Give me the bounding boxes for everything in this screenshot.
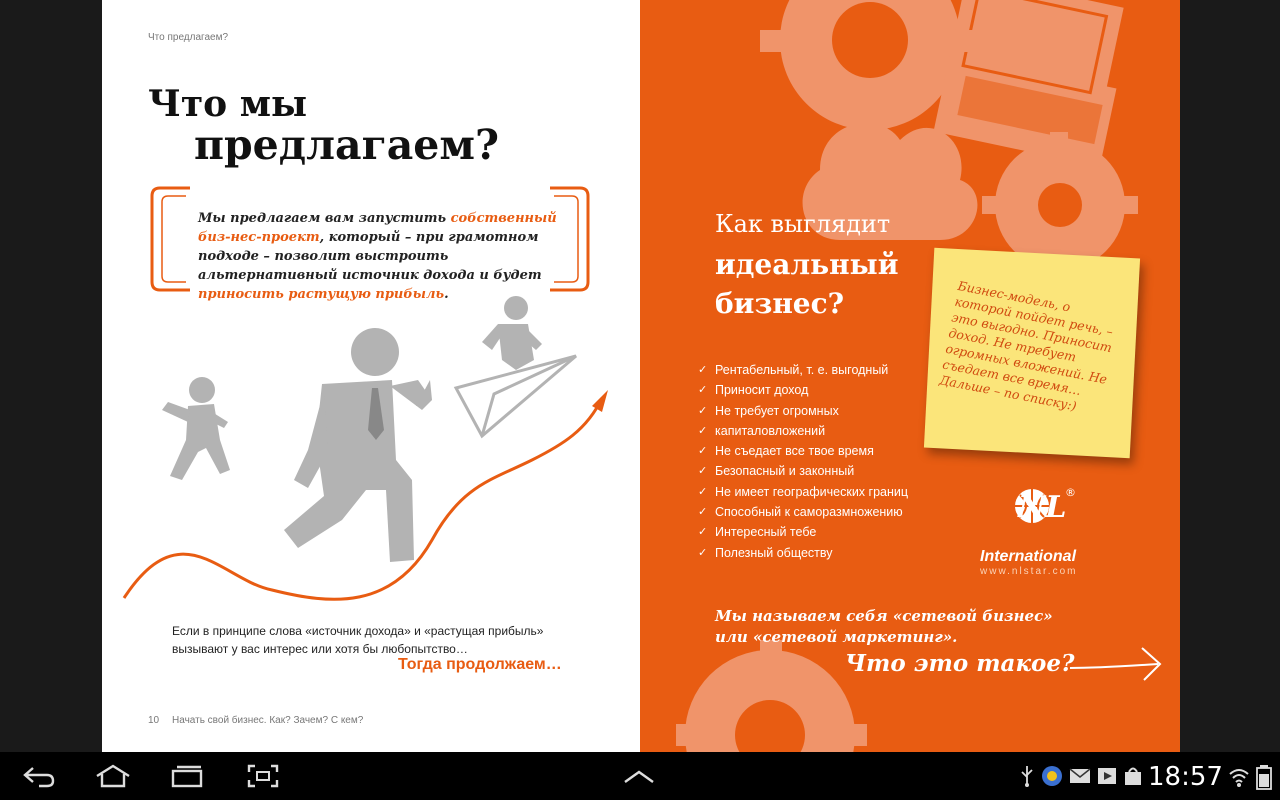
running-header: Что предлагаем? — [148, 32, 229, 43]
right-title-line2: идеальный — [715, 248, 899, 281]
menu-up-button[interactable] — [614, 760, 664, 792]
sticky-note-text: Бизнес-модель, о которой пойдет речь, – это выгодно. Приносит доход. Не требует огромных вложений. Не съедает все время… Дальше – по списку:) — [938, 277, 1115, 414]
intro-text: Мы предлагаем вам запустить собственный биз-нес-проект, который – при грамотном подходе – позволит выстроить альтернативный источник дохода и будет приносить растущую прибыль. — [198, 211, 557, 302]
feature-item: ✓ Приносит доход — [698, 380, 908, 400]
feature-item: ✓ Безопасный и законный — [698, 461, 908, 481]
features-list — [698, 360, 908, 563]
app-status-icon — [1040, 764, 1064, 788]
play-icon — [1096, 764, 1118, 788]
feature-item: ✓ Рентабельный, т. е. выгодный — [698, 360, 908, 380]
chevron-up-icon — [622, 766, 656, 786]
back-button[interactable] — [14, 760, 64, 792]
feature-item: ✓ Не требует огромных — [698, 401, 908, 421]
bottom-paragraph: Если в принципе слова «источник дохода» и «растущая прибыль» вызывают у вас интерес или хотя бы любопытство… — [172, 624, 544, 656]
wifi-icon — [1228, 766, 1250, 788]
page-number: 10 — [148, 715, 160, 726]
home-button[interactable] — [88, 760, 138, 792]
running-figures-illustration — [102, 280, 640, 610]
nl-international-logo — [980, 486, 1120, 582]
page-title-line2: предлагаем? — [194, 121, 499, 169]
status-icons[interactable] — [1018, 764, 1144, 788]
what-is-it-question: Что это такое? — [845, 650, 1075, 677]
logo-url: www.nlstar.com — [980, 566, 1078, 577]
continue-text: Тогда продолжаем… — [398, 656, 562, 673]
screenshot-icon — [245, 762, 281, 790]
system-navigation-bar — [0, 752, 1280, 800]
recent-apps-icon — [168, 763, 206, 789]
battery-icon — [1256, 764, 1272, 790]
left-page — [102, 0, 640, 752]
status-clock[interactable]: 18:57 — [1148, 762, 1223, 792]
screenshot-button[interactable] — [238, 760, 288, 792]
page-title-line1: Что мы — [148, 83, 308, 125]
recent-apps-button[interactable] — [162, 760, 212, 792]
feature-item: ✓ Не имеет географических границ — [698, 482, 908, 502]
home-icon — [93, 763, 133, 789]
right-title-line1: Как выглядит — [715, 210, 891, 238]
mail-icon — [1068, 764, 1092, 788]
feature-item: ✓ Полезный обществу — [698, 543, 908, 563]
feature-item-continuation: ✓ капиталовложений — [698, 421, 908, 441]
logo-name: International — [980, 548, 1077, 565]
shopping-bag-icon — [1122, 764, 1144, 788]
registered-mark: ® — [1065, 486, 1076, 499]
feature-item: ✓ Интересный тебе — [698, 522, 908, 542]
footer-title: Начать свой бизнес. Как? Зачем? С кем? — [172, 715, 364, 726]
arrow-right-icon — [1068, 644, 1168, 684]
right-title-line3: бизнес? — [715, 287, 845, 320]
logo-mark: NL — [1018, 490, 1067, 525]
right-page — [640, 0, 1180, 752]
feature-item: ✓ Не съедает все твое время — [698, 441, 908, 461]
feature-item: ✓ Способный к саморазмножению — [698, 502, 908, 522]
usb-icon — [1018, 764, 1036, 788]
network-business-text: Мы называем себя «сетевой бизнес» или «сетевой маркетинг». — [715, 607, 1053, 646]
sticky-note — [924, 248, 1140, 459]
back-icon — [21, 764, 57, 788]
